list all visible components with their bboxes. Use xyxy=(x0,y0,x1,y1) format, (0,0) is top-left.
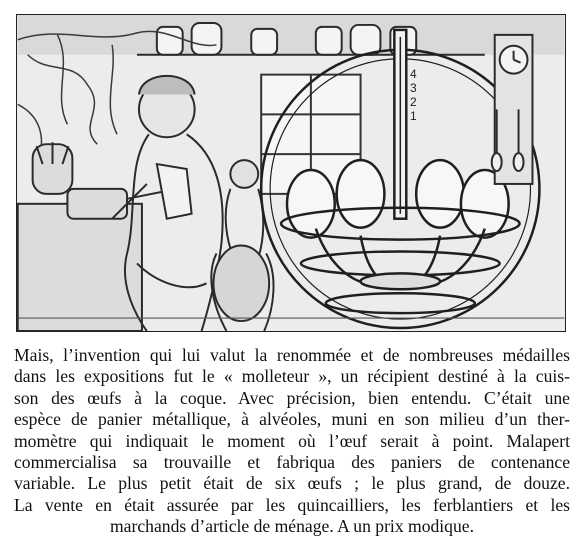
caption-line: La vente en était assurée par les quincailliers, les ferblantiers et les xyxy=(14,494,570,515)
caption-line: dans les expositions fut le « molleteur », un récipient destiné à la cuis- xyxy=(14,366,570,387)
scale-mark: 1 xyxy=(410,109,417,123)
caption-line: momètre qui indiquait le moment où l’œuf serait à point. Malapert xyxy=(14,430,570,451)
caption-line: commercialisa sa trouvaille et fabriqua des paniers de contenance xyxy=(14,452,570,473)
scale-mark: 3 xyxy=(410,81,417,95)
caption-line: espèce de panier métallique, à alvéoles, muni en son milieu d’un ther- xyxy=(14,409,570,430)
caption-line: variable. Le plus petit était de six œufs ; le plus grand, de douze. xyxy=(14,473,570,494)
thermometer-scale xyxy=(410,67,417,123)
kitchen-sketch-illustration xyxy=(17,15,565,331)
caption-line: marchands d’article de ménage. A un prix modique. xyxy=(110,516,474,537)
caption-text xyxy=(14,345,570,538)
caption-line: Mais, l’invention qui lui valut la renommée et de nombreuses médailles xyxy=(14,345,570,365)
scale-mark: 4 xyxy=(410,67,417,81)
illustration-panel xyxy=(16,14,566,332)
scale-mark: 2 xyxy=(410,95,417,109)
caption-line: son des œufs à la coque. Avec précision, bien entendu. C’était une xyxy=(14,387,570,408)
